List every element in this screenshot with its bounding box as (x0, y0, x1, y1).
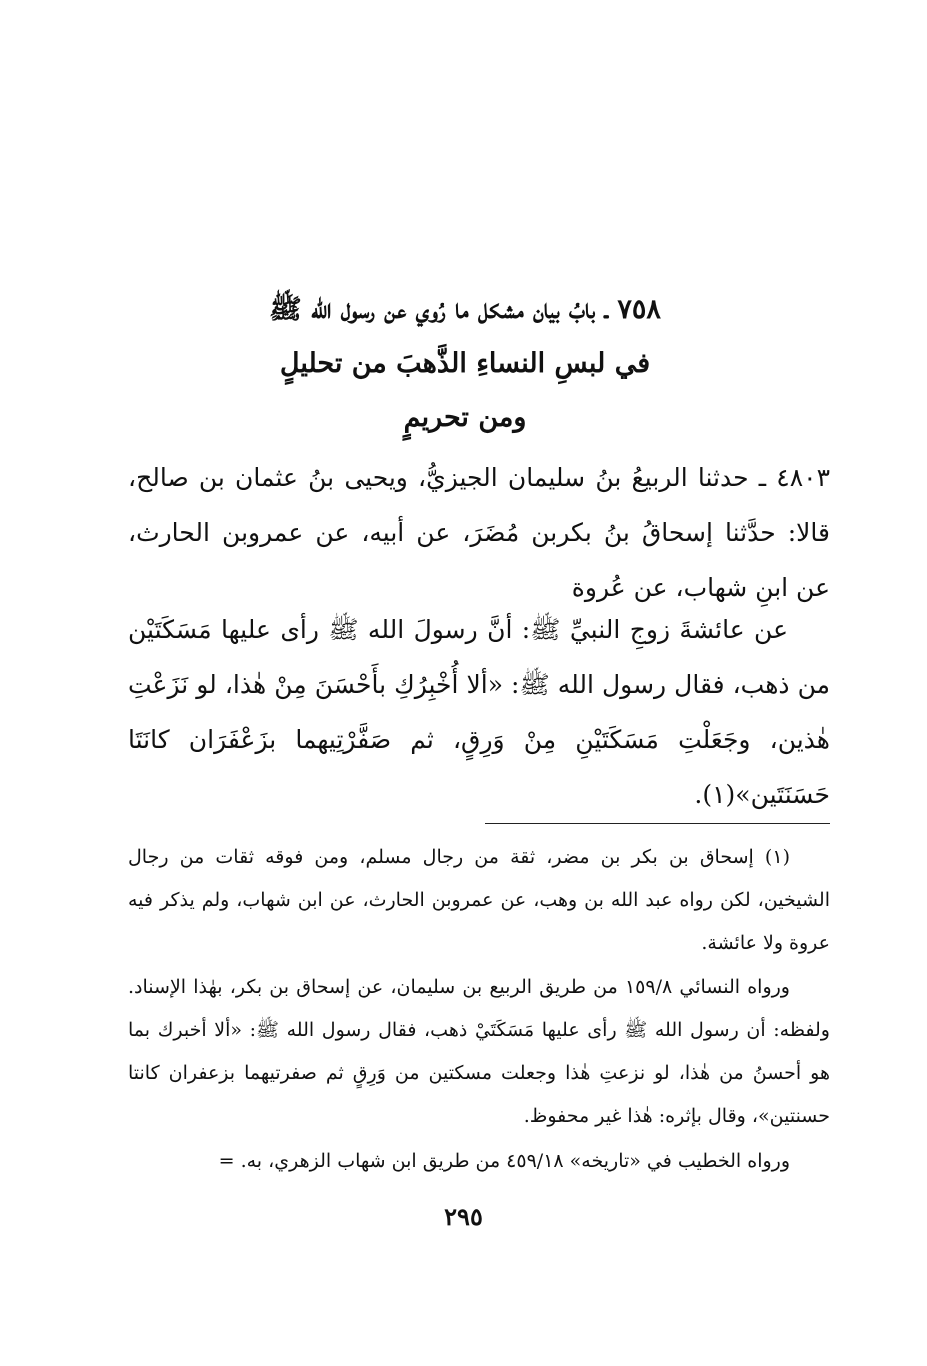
footnote-continuation-2: ورواه الخطيب في «تاريخه» ٤٥٩/١٨ من طريق ابن شهاب الزهري، به. = (218, 1150, 790, 1172)
page-number: ٢٩٥ (444, 1202, 483, 1231)
footnote-continuation-1: ورواه النسائي ١٥٩/٨ من طريق الربيع بن سليمان، عن إسحاق بن بكر، بهٰذا الإسناد. ولفظه: أن رسول الله ﷺ رأى عليها مَسَكَتَيْ ذهب، فقال رسول الله ﷺ: «ألا أخبرك بما هو أحسنُ من هٰذا، لو نزعتِ هٰذا وجعلت مسكتين من وَرِقٍ ثم صفرتيهما بزعفران كانتا حسنتين»، وقال بإثره: هٰذا غير محفوظ. (128, 976, 830, 1127)
chapter-title-line-1: ٧٥٨ ـ بابُ بيان مشكل ما رُوي عن رسول الله ﷺ (269, 294, 661, 325)
hadith-isnad: ٤٨٠٣ ـ حدثنا الربيعُ بنُ سليمان الجيزيُّ، ويحيى بنُ عثمان بن صالح، قالا: حدَّثنا إسحاقُ بنُ بكربن مُضَرَ، عن أبيه، عن عمروبن الحارث، عن ابنِ شهاب، عن عُروة (128, 463, 830, 602)
hadith-text: عن عائشةَ زوجِ النبيِّ ﷺ: أنَّ رسولَ الله ﷺ رأى عليها مَسَكَتَيْن من ذهب، فقال رسول الله ﷺ: «ألا أُخْبِرُكِ بأَحْسَنَ مِنْ هٰذا، لو نَزَعْتِ هٰذين، وجَعَلْتِ مَسَكَتَيْنِ مِنْ وَرِقٍ، ثم صَفَّرْتِيهما بزَعْفَرَان كانَتَا حَسَنَتَين»(١). (128, 615, 830, 809)
footnote-divider (485, 823, 830, 824)
chapter-title-line-3: ومن تحريمٍ (403, 402, 527, 433)
chapter-title-line-2: في لبسِ النساءِ الذَّهبَ من تحليلٍ (279, 348, 651, 379)
footnote-1: (١) إسحاق بن بكر بن مضر، ثقة من رجال مسلم، ومن فوقه ثقات من رجال الشيخين، لكن رواه عبد الله بن وهب، عن عمروبن الحارث، عن ابن شهاب، ولم يذكر فيه عروة ولا عائشة. (128, 846, 830, 954)
chapter-heading (130, 283, 800, 445)
